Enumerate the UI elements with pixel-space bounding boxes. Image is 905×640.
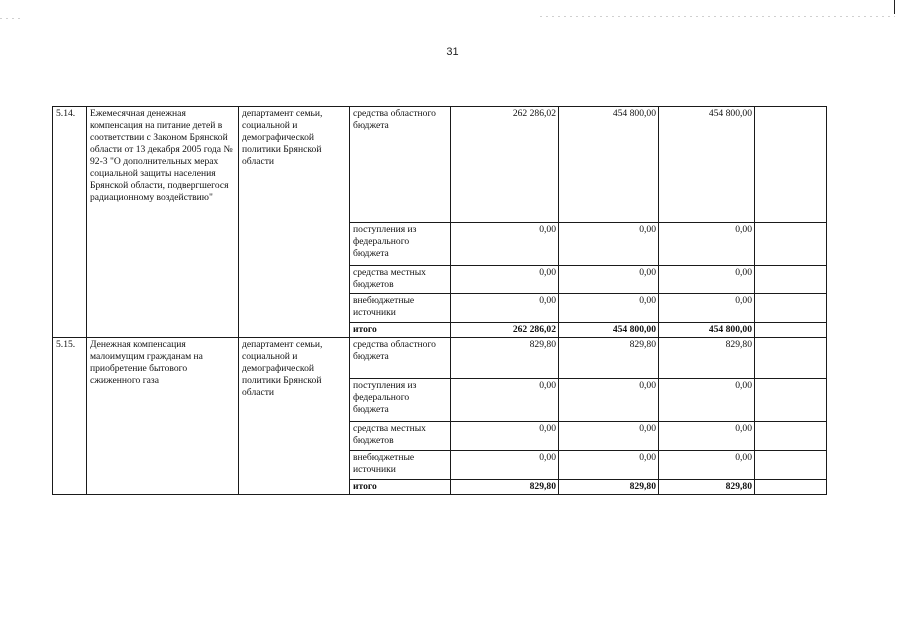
table-row (53, 107, 827, 223)
total-year-2: 454 800,00 (559, 323, 659, 338)
empty-cell (755, 223, 827, 266)
source-label: средства областного бюджета (350, 338, 451, 379)
total-year-1: 262 286,02 (451, 323, 559, 338)
value-year-1: 0,00 (451, 294, 559, 323)
scan-edge-mark (894, 0, 895, 14)
table-row (53, 338, 827, 379)
value-year-3: 829,80 (659, 338, 755, 379)
measure-name: Ежемесячная денежная компенсация на питание детей в соответствии с Законом Брянской области от 13 декабря 2005 года № 92-3 "О дополнительных мерах социальной защиты населения Брянской области, подвергшегося радиационному воздействию" (87, 107, 239, 338)
value-year-1: 0,00 (451, 422, 559, 451)
total-label: итого (350, 480, 451, 495)
executor: департамент семьи, социальной и демографической политики Брянской области (239, 107, 350, 338)
page-number: 31 (446, 46, 459, 58)
value-year-3: 0,00 (659, 422, 755, 451)
value-year-1: 0,00 (451, 266, 559, 294)
source-label: поступления из федерального бюджета (350, 379, 451, 422)
empty-cell (755, 480, 827, 495)
value-year-3: 454 800,00 (659, 107, 755, 223)
source-label: поступления из федерального бюджета (350, 223, 451, 266)
scan-noise-top-right (540, 16, 895, 17)
value-year-3: 0,00 (659, 223, 755, 266)
value-year-3: 0,00 (659, 451, 755, 480)
row-number: 5.15. (53, 338, 87, 495)
value-year-3: 0,00 (659, 266, 755, 294)
value-year-1: 0,00 (451, 223, 559, 266)
empty-cell (755, 379, 827, 422)
source-label: средства местных бюджетов (350, 422, 451, 451)
empty-cell (755, 422, 827, 451)
source-label: внебюджетные источники (350, 451, 451, 480)
total-year-3: 829,80 (659, 480, 755, 495)
source-label: средства областного бюджета (350, 107, 451, 223)
empty-cell (755, 266, 827, 294)
value-year-2: 0,00 (559, 266, 659, 294)
value-year-2: 454 800,00 (559, 107, 659, 223)
value-year-1: 0,00 (451, 451, 559, 480)
empty-cell (755, 338, 827, 379)
value-year-1: 0,00 (451, 379, 559, 422)
source-label: средства местных бюджетов (350, 266, 451, 294)
value-year-2: 0,00 (559, 294, 659, 323)
empty-cell (755, 294, 827, 323)
executor: департамент семьи, социальной и демографической политики Брянской области (239, 338, 350, 495)
empty-cell (755, 451, 827, 480)
value-year-2: 0,00 (559, 422, 659, 451)
value-year-2: 0,00 (559, 379, 659, 422)
value-year-2: 829,80 (559, 338, 659, 379)
measure-name: Денежная компенсация малоимущим гражданам на приобретение бытового сжиженного газа (87, 338, 239, 495)
scan-noise-top-left (0, 18, 20, 19)
total-year-1: 829,80 (451, 480, 559, 495)
total-label: итого (350, 323, 451, 338)
empty-cell (755, 323, 827, 338)
value-year-2: 0,00 (559, 223, 659, 266)
empty-cell (755, 107, 827, 223)
source-label: внебюджетные источники (350, 294, 451, 323)
value-year-3: 0,00 (659, 379, 755, 422)
total-year-2: 829,80 (559, 480, 659, 495)
row-number: 5.14. (53, 107, 87, 338)
total-year-3: 454 800,00 (659, 323, 755, 338)
value-year-1: 829,80 (451, 338, 559, 379)
value-year-3: 0,00 (659, 294, 755, 323)
funding-table (52, 106, 827, 495)
value-year-1: 262 286,02 (451, 107, 559, 223)
value-year-2: 0,00 (559, 451, 659, 480)
